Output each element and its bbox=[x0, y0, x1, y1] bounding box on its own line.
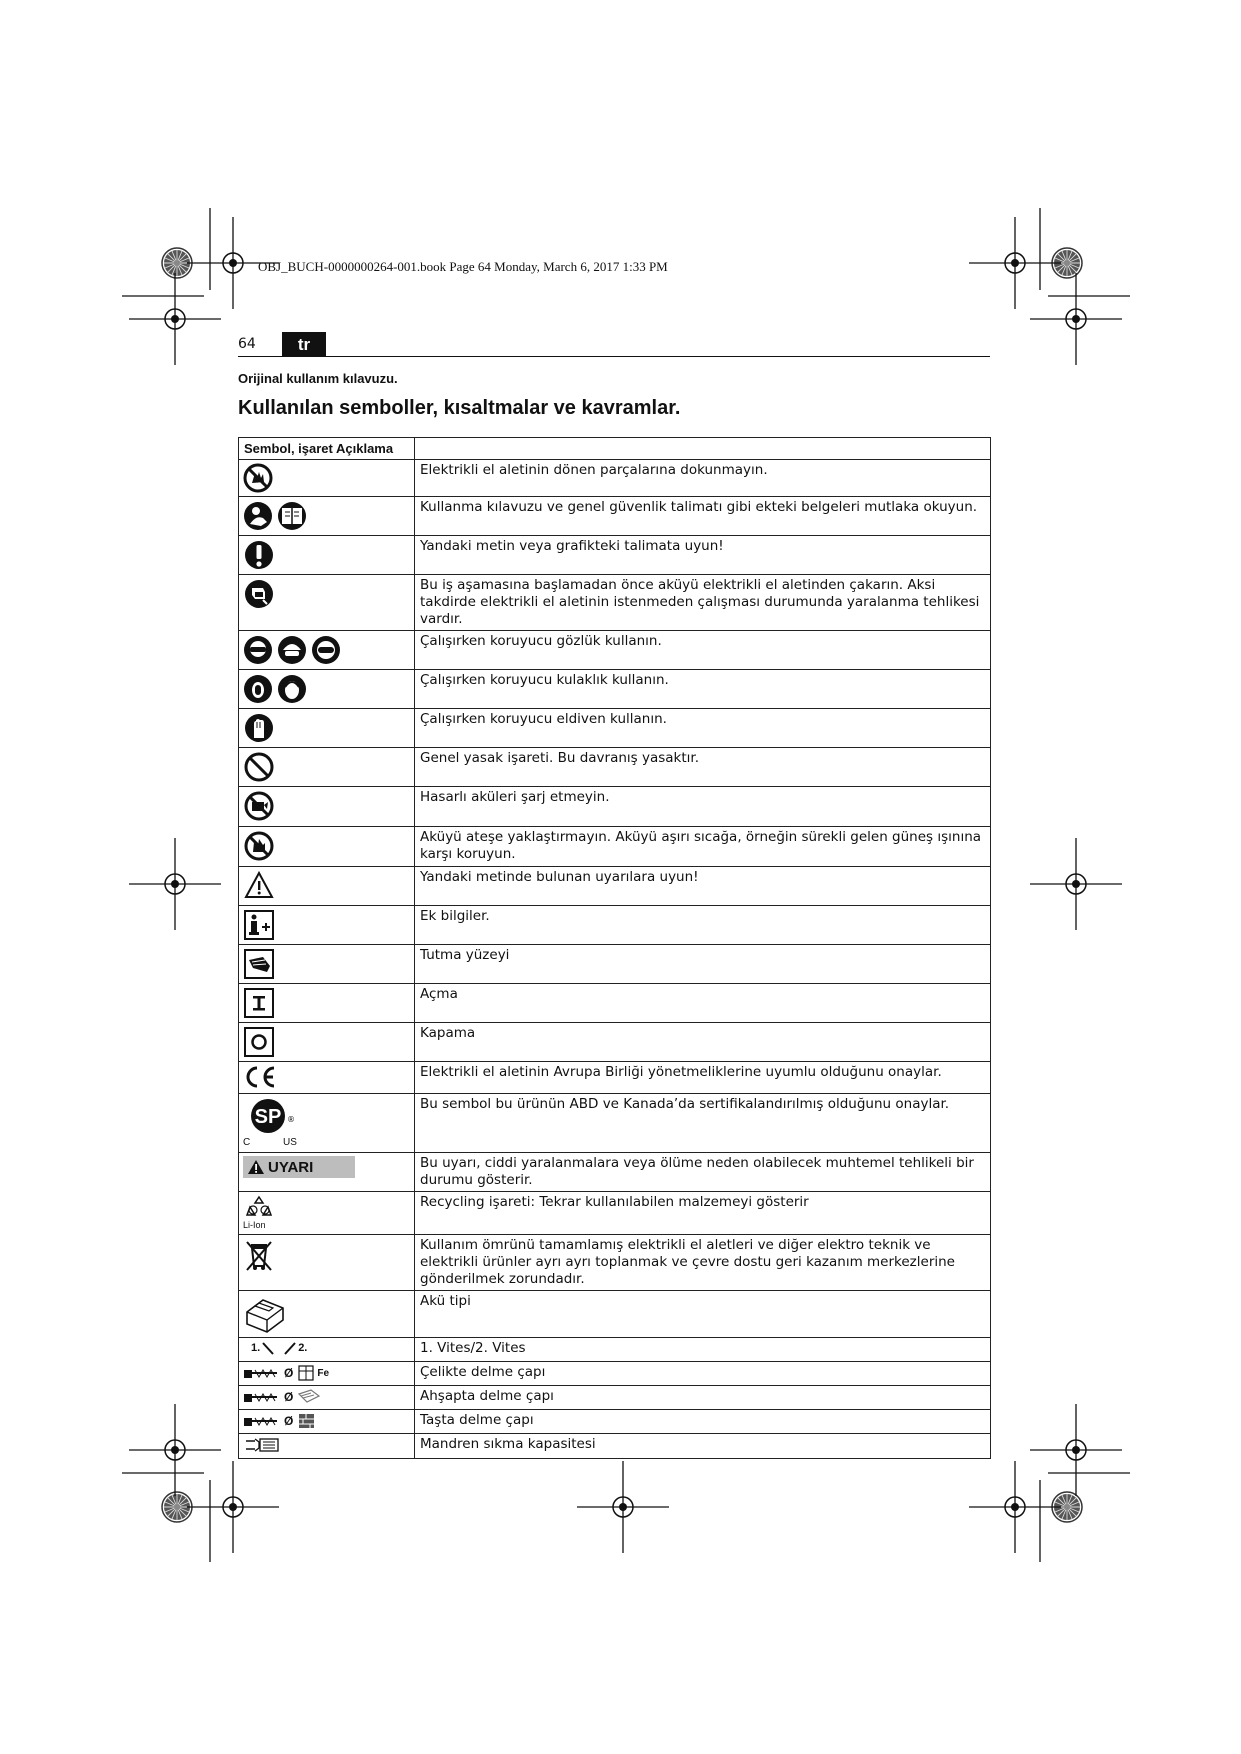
row-description: 1. Vites/2. Vites bbox=[415, 1338, 991, 1362]
diameter-symbol: Ø bbox=[284, 1414, 294, 1428]
table-row bbox=[239, 1434, 991, 1459]
table-row bbox=[239, 1153, 991, 1192]
table-row bbox=[239, 906, 991, 945]
table-row bbox=[239, 631, 991, 670]
ce-mark-icon bbox=[243, 1065, 277, 1089]
table-row bbox=[239, 748, 991, 787]
table-row bbox=[239, 670, 991, 709]
row-description: Hasarlı aküleri şarj etmeyin. bbox=[415, 787, 991, 827]
table-row bbox=[239, 1386, 991, 1410]
warning-label-text: UYARI bbox=[268, 1158, 314, 1176]
drill-wood-icon bbox=[243, 1388, 410, 1406]
table-row bbox=[239, 1192, 991, 1235]
table-row bbox=[239, 1062, 991, 1094]
warning-triangle-icon bbox=[243, 870, 275, 900]
info-plus-icon bbox=[243, 909, 275, 941]
table-row bbox=[239, 536, 991, 575]
table-row bbox=[239, 945, 991, 984]
table-row bbox=[239, 709, 991, 748]
no-touch-rotating-icon bbox=[243, 463, 273, 493]
row-description: Kullanma kılavuzu ve genel güvenlik talimatı gibi ekteki belgeleri mutlaka okuyun. bbox=[415, 497, 991, 536]
table-row bbox=[239, 1235, 991, 1291]
subtitle: Orijinal kullanım kılavuzu. bbox=[238, 371, 398, 386]
gear-selector-icon bbox=[243, 1340, 410, 1356]
ear-protection-icon bbox=[243, 673, 309, 705]
power-on-icon bbox=[243, 987, 275, 1019]
table-header-col2 bbox=[415, 438, 991, 460]
row-description: Çelikte delme çapı bbox=[415, 1362, 991, 1386]
row-description: Recycling işareti: Tekrar kullanılabilen malzemeyi gösterir bbox=[415, 1192, 991, 1235]
row-description: Akü tipi bbox=[415, 1291, 991, 1338]
warning-triangle-small-icon bbox=[247, 1159, 265, 1175]
row-description: Mandren sıkma kapasitesi bbox=[415, 1434, 991, 1459]
csa-us-label: US bbox=[283, 1137, 297, 1148]
page-number: 64 bbox=[238, 336, 256, 352]
table-header-row bbox=[239, 438, 991, 460]
table-row bbox=[239, 984, 991, 1023]
row-description: Açma bbox=[415, 984, 991, 1023]
gloves-icon bbox=[243, 712, 275, 744]
symbols-table bbox=[238, 437, 991, 1459]
no-fire-battery-icon bbox=[243, 830, 275, 862]
row-description: Aküyü ateşe yaklaştırmayın. Aküyü aşırı sıcağa, örneğin sürekli gelen güneş ışınına karşı koruyun. bbox=[415, 827, 991, 867]
table-row bbox=[239, 1094, 991, 1153]
row-description: Genel yasak işareti. Bu davranış yasaktır. bbox=[415, 748, 991, 787]
diameter-symbol: Ø bbox=[284, 1390, 294, 1404]
exclamation-icon bbox=[243, 539, 275, 571]
table-row bbox=[239, 1410, 991, 1434]
header-rule bbox=[238, 356, 990, 357]
file-header: OBJ_BUCH-0000000264-001.book Page 64 Monday, March 6, 2017 1:33 PM bbox=[258, 259, 668, 274]
prohibition-icon bbox=[243, 751, 275, 783]
li-ion-label: Li-Ion bbox=[243, 1220, 266, 1230]
row-description: Ek bilgiler. bbox=[415, 906, 991, 945]
row-description: Bu uyarı, ciddi yaralanmalara veya ölüme neden olabilecek muhtemel tehlikeli bir durumu gösterir. bbox=[415, 1153, 991, 1192]
grip-surface-icon bbox=[243, 948, 275, 980]
table-row bbox=[239, 497, 991, 536]
table-row bbox=[239, 867, 991, 906]
battery-type-icon bbox=[243, 1294, 287, 1334]
row-description: Yandaki metin veya grafikteki talimata uyun! bbox=[415, 536, 991, 575]
csa-registered-mark: ® bbox=[287, 1115, 295, 1124]
page-title: Kullanılan semboller, kısaltmalar ve kavramlar. bbox=[238, 397, 681, 419]
table-row bbox=[239, 1291, 991, 1338]
crossed-bin-icon bbox=[243, 1238, 275, 1272]
recycling-li-ion-icon bbox=[243, 1195, 283, 1231]
warning-label-icon bbox=[243, 1156, 355, 1178]
table-header-col1: Sembol, işaret Açıklama bbox=[239, 438, 415, 460]
gear2-label: 2. bbox=[298, 1342, 308, 1354]
read-manual-icon bbox=[243, 500, 309, 532]
table-row bbox=[239, 460, 991, 497]
row-description: Çalışırken koruyucu kulaklık kullanın. bbox=[415, 670, 991, 709]
power-off-icon bbox=[243, 1026, 275, 1058]
csa-c-label: C bbox=[243, 1137, 251, 1148]
row-description: Tutma yüzeyi bbox=[415, 945, 991, 984]
language-badge: tr bbox=[282, 332, 326, 357]
safety-goggles-icon bbox=[243, 634, 343, 666]
row-description: Ahşapta delme çapı bbox=[415, 1386, 991, 1410]
fe-label: Fe bbox=[317, 1367, 330, 1379]
drill-steel-icon bbox=[243, 1364, 410, 1382]
row-description: Bu sembol bu ürünün ABD ve Kanada’da sertifikalandırılmış olduğunu onaylar. bbox=[415, 1094, 991, 1153]
remove-battery-icon bbox=[243, 578, 275, 610]
table-row bbox=[239, 1023, 991, 1062]
csa-mark-icon bbox=[243, 1097, 313, 1149]
row-description: Çalışırken koruyucu eldiven kullanın. bbox=[415, 709, 991, 748]
drill-stone-icon bbox=[243, 1412, 410, 1430]
row-description: Kapama bbox=[415, 1023, 991, 1062]
table-row bbox=[239, 787, 991, 827]
row-description: Kullanım ömrünü tamamlamış elektrikli el aletleri ve diğer elektro teknik ve elektrikli ürünler ayrı ayrı toplanmak ve çevre dostu geri kazanım merkezlerine gönderilmek zorundadır. bbox=[415, 1235, 991, 1291]
gear1-label: 1. bbox=[251, 1342, 261, 1354]
row-description: Bu iş aşamasına başlamadan önce aküyü elektrikli el aletinden çakarın. Aksi takdirde elektrikli el aletinin istenmeden çalışması durumunda yaralanma tehlikesi vardır. bbox=[415, 575, 991, 631]
diameter-symbol: Ø bbox=[284, 1366, 294, 1380]
row-description: Yandaki metinde bulunan uyarılara uyun! bbox=[415, 867, 991, 906]
table-row bbox=[239, 575, 991, 631]
svg-text:SP: SP bbox=[254, 1106, 282, 1128]
no-charge-damaged-icon bbox=[243, 790, 275, 822]
row-description: Çalışırken koruyucu gözlük kullanın. bbox=[415, 631, 991, 670]
row-description: Taşta delme çapı bbox=[415, 1410, 991, 1434]
table-row bbox=[239, 827, 991, 867]
table-row bbox=[239, 1338, 991, 1362]
table-row bbox=[239, 1362, 991, 1386]
row-description: Elektrikli el aletinin Avrupa Birliği yönetmeliklerine uyumlu olduğunu onaylar. bbox=[415, 1062, 991, 1094]
row-description: Elektrikli el aletinin dönen parçalarına dokunmayın. bbox=[415, 460, 991, 497]
chuck-capacity-icon bbox=[243, 1436, 283, 1454]
